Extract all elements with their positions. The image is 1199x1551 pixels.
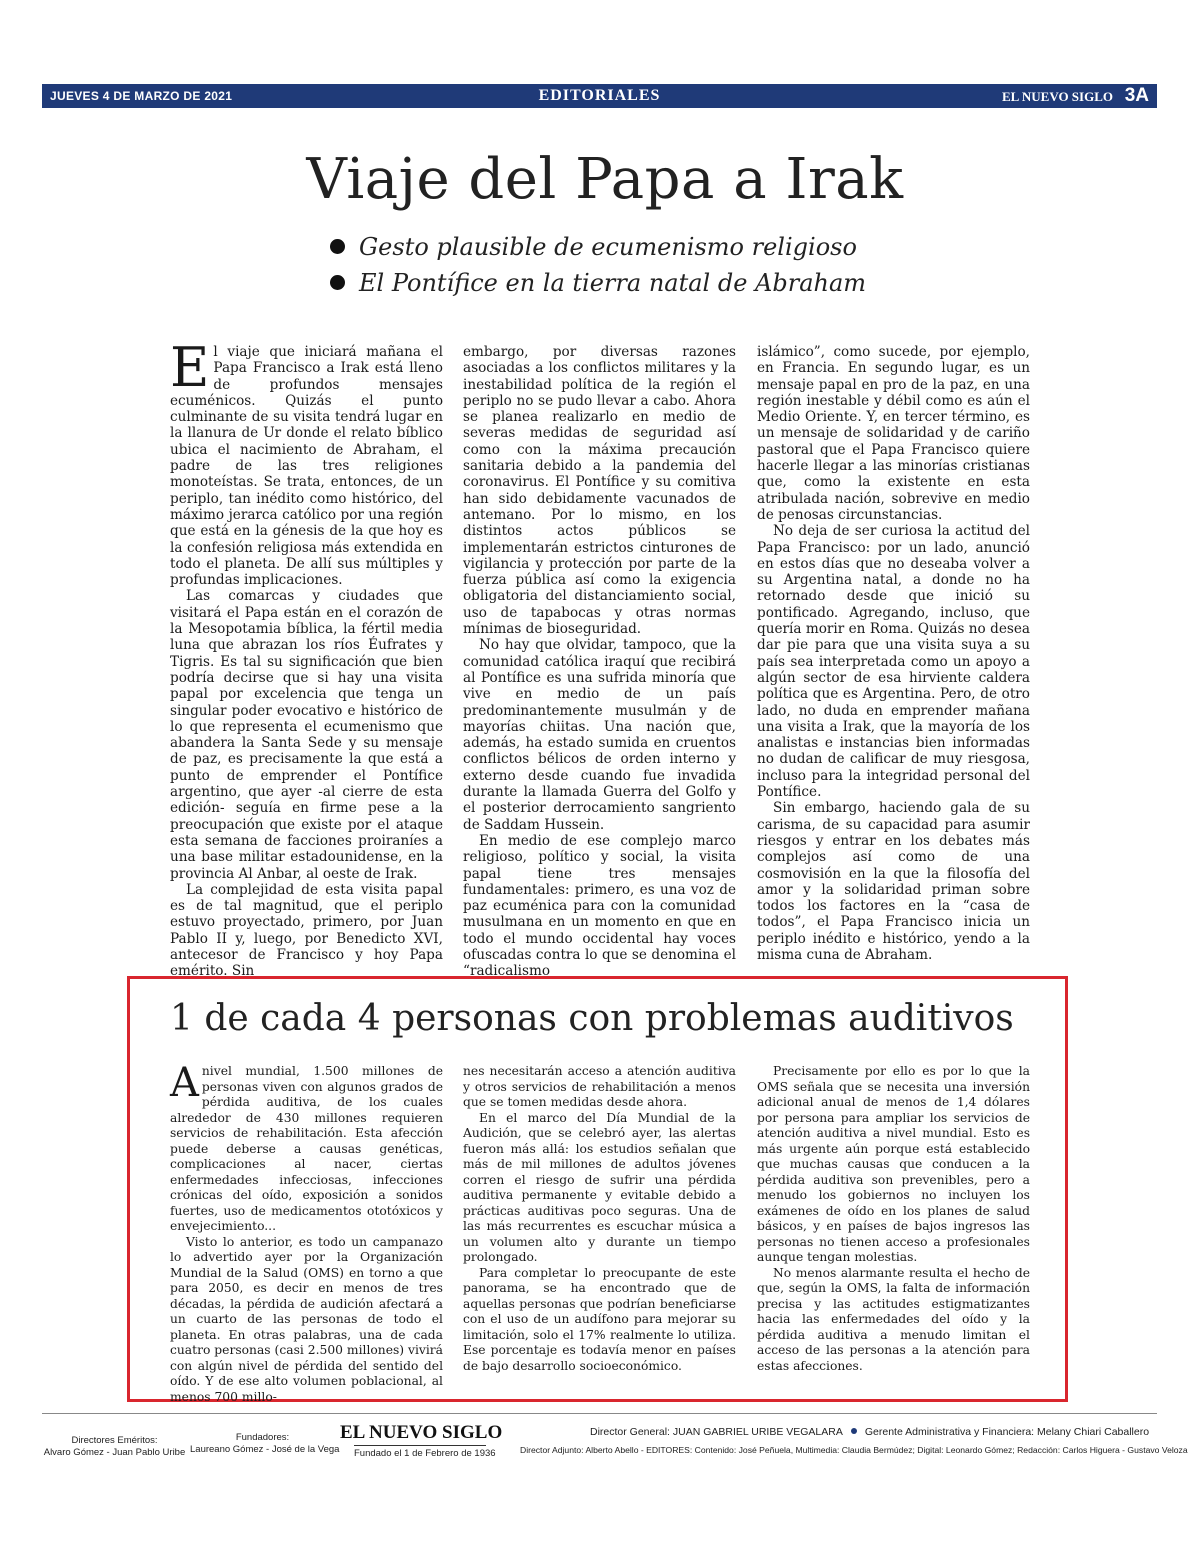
paragraph: No deja de ser curiosa la actitud del Papa Francisco: por un lado, anunció en estos días que no deseaba volver a su Argentina natal, a donde no ha retornado desde que inició su pontificado. Agregando, incluso, que quería morir en Roma. Quizás no desea dar pie para que una visita suya a su país sea interpretada como un apoyo a algún sector de esa hirviente caldera política que es Argentina. Pero, de otro lado, no duda en emprender mañana una visita a Irak, que la mayoría de los analistas e instancias bien informadas no dudan de calificar de muy riesgosa, incluso para la integridad personal del Pontífice.	[757, 523, 1030, 801]
subhead-text: El Pontífice en la tierra natal de Abraham	[359, 269, 867, 297]
subhead-text: Gesto plausible de ecumenismo religioso	[359, 233, 857, 261]
bullet-dot-icon	[330, 275, 345, 290]
footer-names: Alvaro Gómez - Juan Pablo Uribe	[43, 1447, 186, 1458]
editorial-subhead-1	[330, 232, 857, 262]
drop-cap: A	[170, 1060, 199, 1106]
editorial-column-3	[757, 344, 1030, 963]
page-number: 3A	[1124, 85, 1149, 106]
footer-rule	[42, 1413, 1157, 1414]
paragraph: El viaje que iniciará mañana el Papa Francisco a Irak está lleno de profundos mensajes ecuménicos. Quizás el punto culminante de su visita tendrá lugar en la llanura de Ur donde el relato bíblico ubica el nacimiento de Abraham, el padre de las tres religiones monoteístas. Se trata, entonces, de un periplo, tan inédito como histórico, del máximo jerarca católico por una región que está en la génesis de la que hoy es la confesión religiosa más extendida en todo el planeta. De allí sus múltiples y profundas implicaciones.	[170, 336, 443, 589]
gerente: Gerente Administrativa y Financiera: Melany Chiari Caballero	[864, 1426, 1150, 1438]
paragraph: No hay que olvidar, tampoco, que la comunidad católica iraquí que recibirá al Pontífice es una sufrida minoría que vive en medio de un país predominantemente musulmán y de mayorías chiitas. Una nación que, además, ha estado sumida en cruentos conflictos bélicos de orden interno y externo desde cuando fue invadida durante la llamada Guerra del Golfo y el posterior derrocamiento sangriento de Saddam Hussein.	[463, 637, 736, 833]
footer-logo-block	[340, 1422, 503, 1460]
boxed-column-1	[170, 1060, 443, 1405]
section-name: EDITORIALES	[538, 87, 661, 104]
paragraph: Para completar lo preocupante de este panorama, se ha encontrado que de aquellas personas que podrían beneficiarse con el uso de un audífono para mejorar su limitación, solo el 17% realmente lo utiliza. Ese porcentaje es todavía menor en países de bajo desarrollo socioeconómico.	[463, 1265, 736, 1373]
paragraph: La complejidad de esta visita papal es de tal magnitud, que el periplo estuvo proyectado, primero, por Juan Pablo II y, luego, por Benedicto XVI, antecesor de Francisco y hoy Papa emérito. Sin	[170, 881, 443, 980]
footer-label: Directores Eméritos:	[71, 1435, 158, 1446]
boxed-column-3	[757, 1064, 1030, 1374]
boxed-column-2	[463, 1064, 736, 1374]
paragraph: embargo, por diversas razones asociadas a los conflictos militares y la inestabilidad política de la región el periplo no se pudo llevar a cabo. Ahora se planea realizarlo en medio de severas medidas de seguridad así como con la máxima precaución sanitaria debido a la pandemia del coronavirus. El Pontífice y su comitiva han sido debidamente vacunados de antemano. Por lo mismo, en los distintos actos públicos se implementarán estrictos cinturones de vigilancia y protección por parte de la fuerza pública así como la exigencia obligatoria del distanciamiento social, uso de tapabocas y otras normas mínimas de bioseguridad.	[463, 344, 736, 638]
paragraph: Visto lo anterior, es todo un campanazo lo advertido ayer por la Organización Mundial de la Salud (OMS) en torno a que para 2050, es decir en menos de tres décadas, la pérdida de audición afectará a un cuarto de las personas de todo el planeta. En otras palabras, una de cada cuatro personas (casi 2.500 millones) vivirá con algún nivel de pérdida del sentido del oído. Y de ese alto volumen poblacional, al menos 700 millo-	[170, 1234, 443, 1404]
editorial-column-1	[170, 336, 443, 980]
footer-directores	[42, 1435, 187, 1459]
footer-names: Laureano Gómez - José de la Vega	[190, 1444, 340, 1455]
paragraph: En medio de ese complejo marco religioso, político y social, la visita papal tiene tres mensajes fundamentales: primero, es una voz de paz ecuménica para con la comunidad musulmana en un momento en que en todo el mundo occidental hay voces ofuscadas contra lo que se denomina el “radicalismo	[463, 832, 736, 980]
paragraph: Las comarcas y ciudades que visitará el Papa están en el corazón de la Mesopotamia bíblica, la fértil media luna que abrazan los ríos Éufrates y Tigris. Es tal su significación que bien podría decirse que si hay una visita papal por excelencia que tenga un singular poder evocativo e histórico de lo que representa el ecumenismo que abandera la Santa Sede y su mensaje de paz, es precisamente la que está a punto de emprender el Pontífice argentino, que ayer -al cierre de esta edición- seguía en firme pese a la preocupación que existe por el ataque esta semana de facciones proiraníes a una base militar estadounidense, en la provincia Al Anbar, al oeste de Irak.	[170, 588, 443, 882]
editorial-title: Viaje del Papa a Irak	[306, 147, 904, 212]
editorial-subhead-2	[330, 268, 866, 298]
paragraph: No menos alarmante resulta el hecho de que, según la OMS, la falta de información precisa y las actitudes estigmatizantes hacia las enfermedades del oído y la pérdida auditiva a menudo limitan el acceso de las personas a la atención para estas afecciones.	[757, 1265, 1030, 1373]
footer-staff-row-1	[520, 1425, 1160, 1439]
footer-fundadores	[190, 1432, 340, 1456]
editorial-column-2	[463, 344, 736, 980]
brand-name: EL NUEVO SIGLO	[1002, 89, 1113, 104]
paragraph: nes necesitarán acceso a atención auditiva y otros servicios de rehabilitación a menos que se tomen medidas desde ahora.	[463, 1064, 736, 1109]
paragraph: En el marco del Día Mundial de la Audición, que se celebró ayer, las alertas fueron más allá: los estudios señalan que más de mil millones de adultos jóvenes corren el riesgo de sufrir una pérdida auditiva permanente y evitable debido a prácticas auditivas poco seguras. Una de las más recurrentes es escuchar música a un volumen alto y durante un tiempo prolongado.	[463, 1110, 736, 1264]
header-date: JUEVES 4 DE MARZO DE 2021	[50, 89, 233, 103]
drop-cap: E	[170, 336, 210, 399]
paragraph: Anivel mundial, 1.500 millones de personas viven con algunos grados de pérdida auditiva, de los cuales alrededor de 430 millones requieren servicios de rehabilitación. Esta afección puede deberse a causas genéticas, complicaciones al nacer, ciertas enfermedades infecciosas, infecciones crónicas del oído, exposición a sonidos fuertes, uso de medicamentos ototóxicos y envejecimiento...	[170, 1060, 443, 1233]
header-bar	[42, 84, 1157, 108]
paragraph: Sin embargo, haciendo gala de su carisma, de su capacidad para asumir riesgos y entrar en los debates más complejos así como de una cosmovisión en la que la filosofía del amor y la solidaridad priman sobre todos los factores en la “casa de todos”, el Papa Francisco inicia un periplo inédito e histórico, yendo a la misma cuna de Abraham.	[757, 800, 1030, 963]
footer-label: Fundadores:	[235, 1432, 290, 1443]
newspaper-logo: EL NUEVO SIGLO	[340, 1422, 503, 1443]
bullet-dot-icon	[330, 239, 345, 254]
founded-date: Fundado el 1 de Febrero de 1936	[354, 1445, 486, 1460]
director-general: Director General: JUAN GABRIEL URIBE VEGALARA	[590, 1426, 843, 1438]
boxed-article-title: 1 de cada 4 personas con problemas auditivos	[170, 998, 1014, 1039]
paragraph: islámico”, como sucede, por ejemplo, en Francia. En segundo lugar, es un mensaje papal en pro de la paz, en una región inestable y débil como es aún el Medio Oriente. Y, en tercer término, es un mensaje de solidaridad y de cariño pastoral que el Papa Francisco quiere hacerle llegar a las minorías cristianas que, como la existente en esta atribulada nación, sobrevive en medio de penosas circunstancias.	[757, 344, 1030, 523]
footer-staff-row-2: Director Adjunto: Alberto Abello - EDITORES: Contenido: José Peñuela, Multimedia: Claudia Bermúdez; Digital: Leonardo Gómez; Redacción: Carlos Higuera - Gustavo Veloza	[520, 1445, 1188, 1455]
footer-staff	[520, 1425, 1188, 1456]
separator-dot-icon	[851, 1428, 857, 1434]
paragraph: Precisamente por ello es por lo que la OMS señala que se necesita una inversión adicional anual de menos de 1,4 dólares por persona para ampliar los servicios de atención auditiva a nivel mundial. Esto es más urgente aún porque está establecido que muchas causas que conducen a la pérdida auditiva son prevenibles, pero a menudo los gobiernos no incluyen los exámenes de oído en los planes de salud básicos, y en países de bajos ingresos las personas no tienen acceso a profesionales aunque tengan molestias.	[757, 1064, 1030, 1264]
